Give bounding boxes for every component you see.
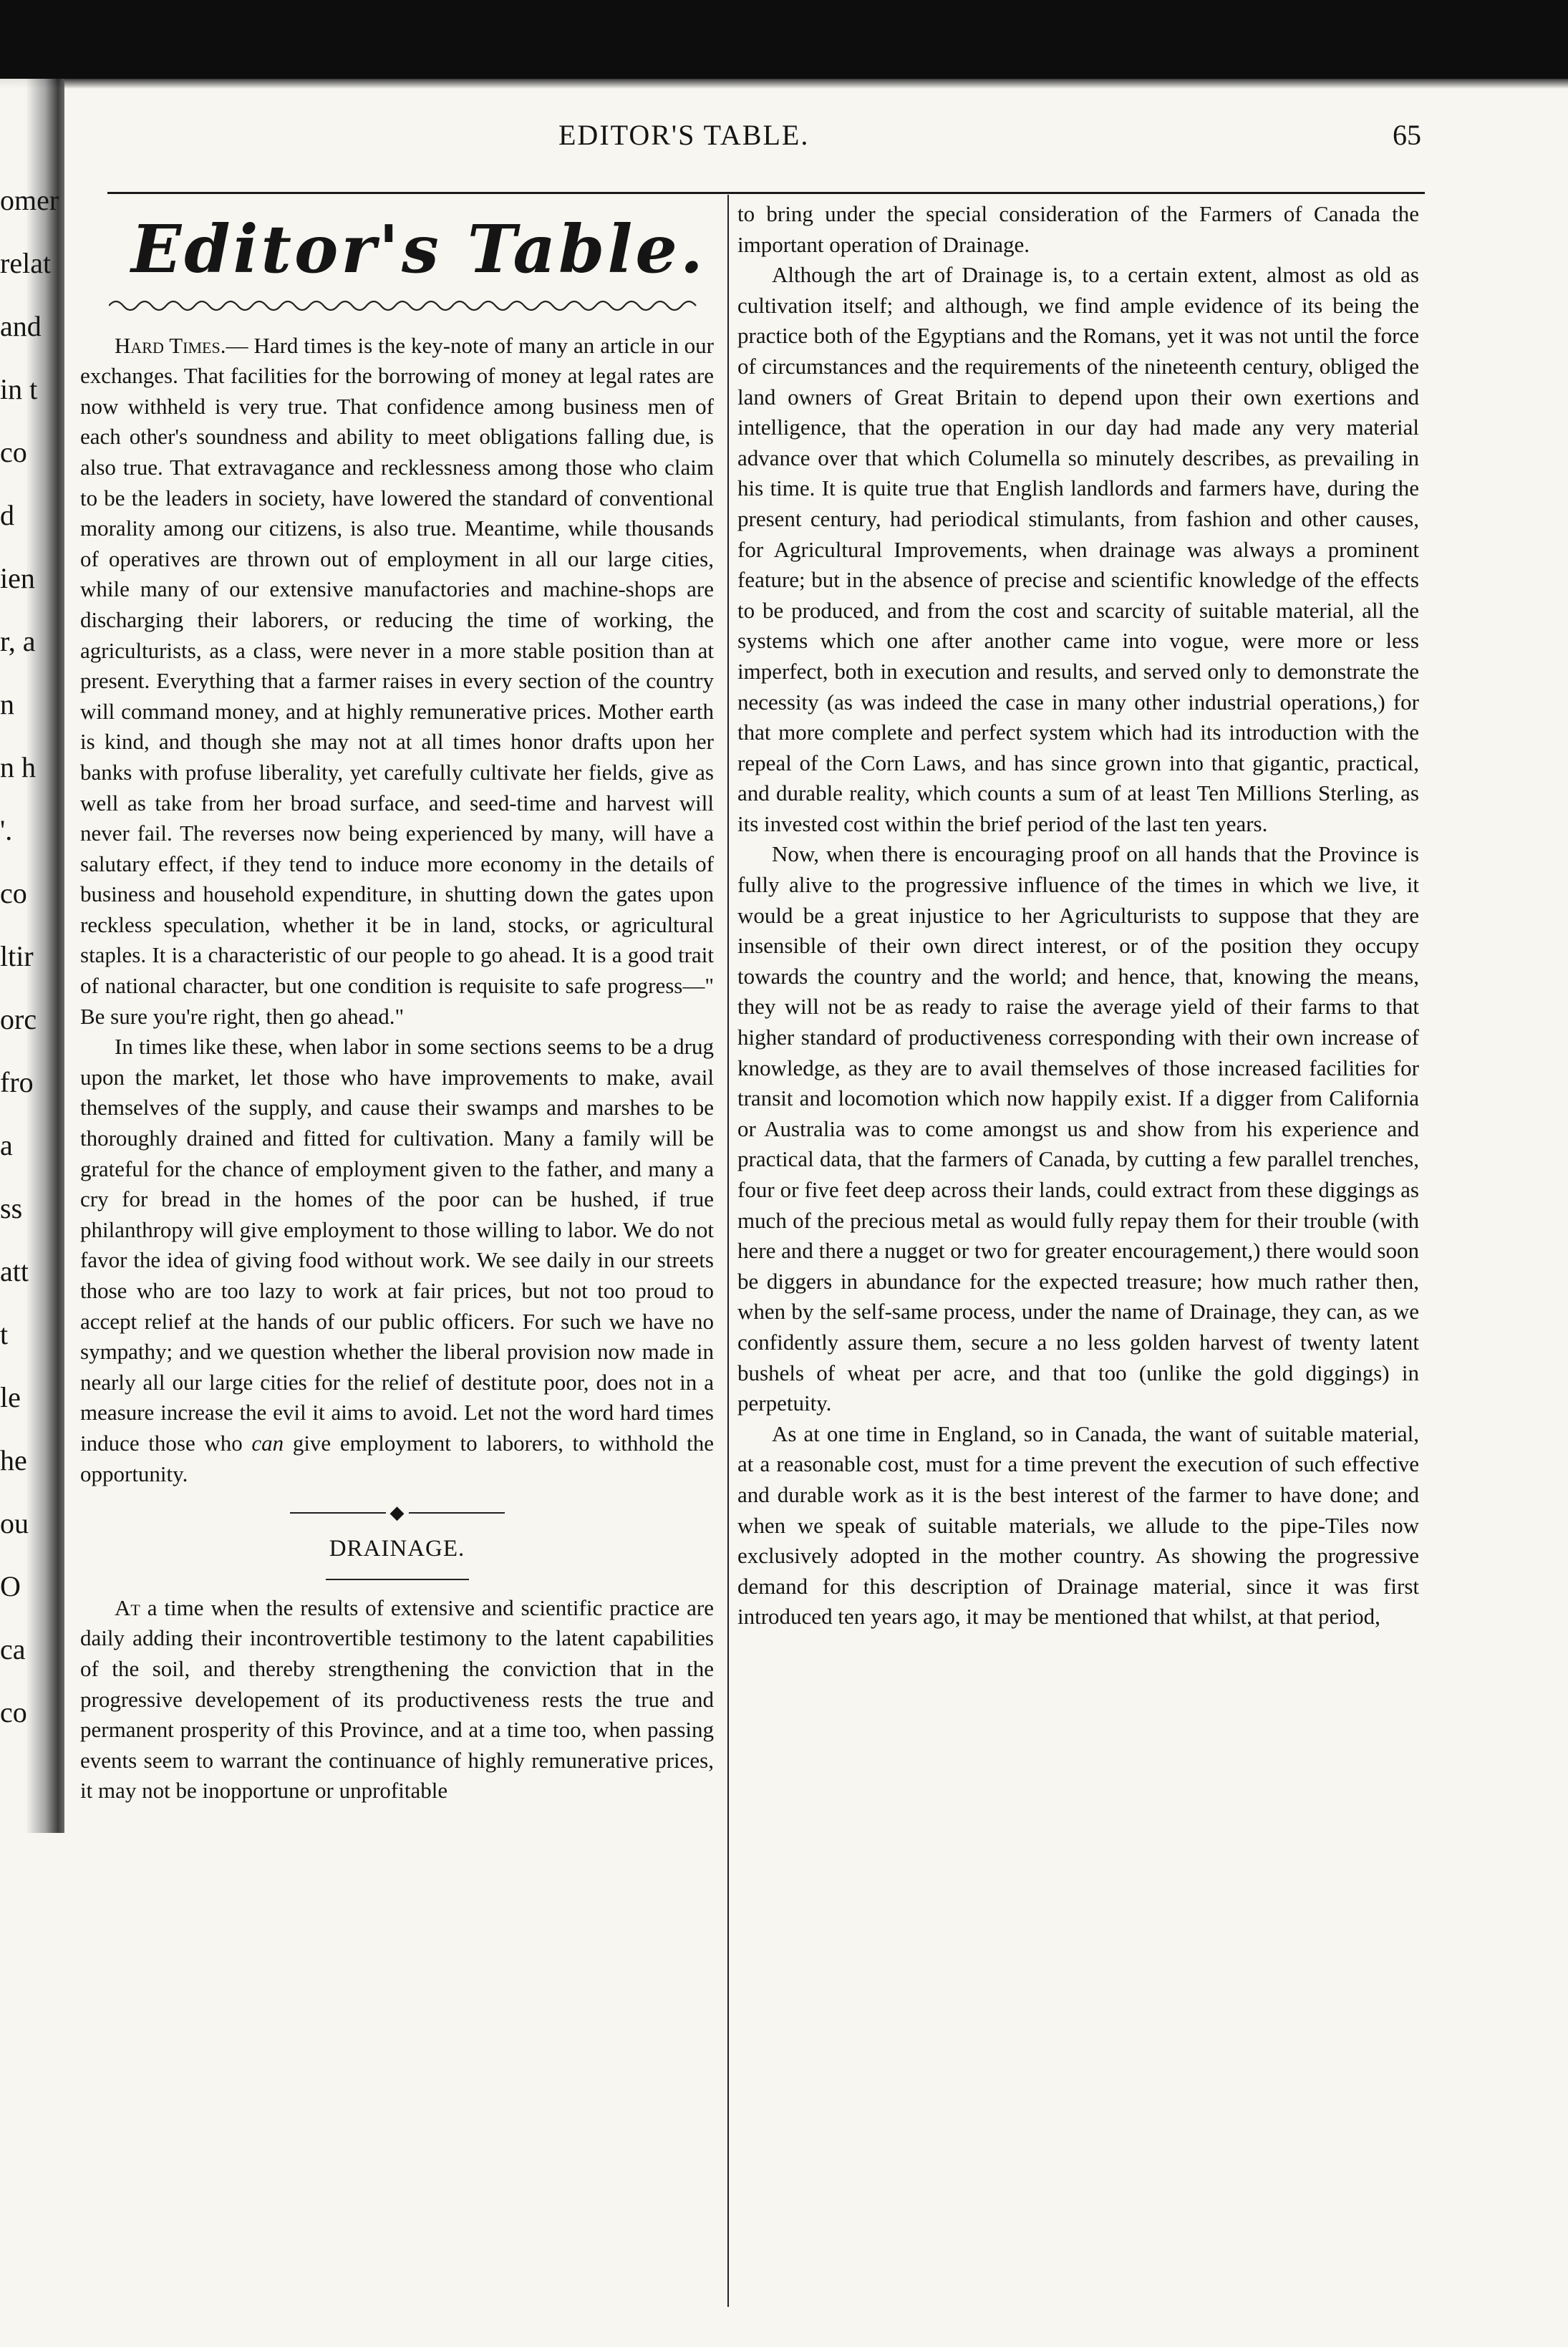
gutter-fragment: d [0, 501, 14, 530]
column-divider [727, 195, 729, 2307]
gutter-fragment: n [0, 690, 14, 719]
gutter-fragment: ss [0, 1194, 23, 1223]
gutter-fragment: relat [0, 249, 52, 278]
running-head [0, 118, 1568, 161]
gutter-fragment: att [0, 1257, 29, 1286]
gutter-fragment: ien [0, 564, 35, 593]
hard-times-emphasis: can [251, 1430, 284, 1456]
hard-times-paragraph-2 [80, 1032, 714, 1489]
gutter-fragment: t [0, 1320, 9, 1349]
gutter-fragment: ou [0, 1509, 29, 1538]
gutter-fragment: r, a [0, 627, 36, 656]
masthead: Editor's Table. [131, 210, 706, 288]
hard-times-text-1: — Hard times is the key-note of many an article in our exchanges. That facilities for the borrowing of money at legal rates are now withheld is very true. That confidence among business men of each other's soundness and ability to meet obligations falling due, is also true. That extravagance and recklessness among those who claim to be the leaders in society, have lowered the standard of conventional morality among our citizens, is also true. Meantime, while thousands of operatives are thrown out of employment in all our large cities, while many of our extensive manufactories and machine-shops are discharging their laborers, or reducing the time of working, the agriculturists, as a class, were never in a more stable position than at present. Everything that a farmer raises in every section of the country will command money, and at highly remunerative prices. Mother earth is kind, and though she may not at all times honor drafts upon her banks with profuse liberality, yet carefully cultivate her fields, give as well as take from her broad surface, and seed-time and harvest will never fail. The reverses now being experienced by many, will have a salutary effect, if they tend to induce more economy in the details of business and household expenditure, in shutting down the gates upon reckless speculation, whether it be in land, stocks, or agricultural staples. It is a characteristic of our people to go ahead. It is a good trait of national character, but one condition is requisite to safe progress—" Be sure you're right, then go ahead." [80, 332, 714, 1029]
hard-times-paragraph-1 [80, 331, 714, 1032]
drainage-paragraph-4: As at one time in England, so in Canada, the want of suitable material, at a reasonable cost, must for a time prevent the execution of such effective and durable work as it is the best interest of the farmer to have done; and when we speak of suitable materials, we allude to the pipe-Tiles now exclusively adopted in the mother country. As showing the progressive demand for this description of Drainage material, since it was first introduced ten years ago, it may be mentioned that whilst, at that period, [737, 1421, 1419, 1630]
drainage-paragraph-continued: to bring under the special consideration of the Farmers of Canada the important operation of Drainage. [737, 201, 1419, 257]
wavy-line [109, 301, 696, 310]
gutter-fragment: orc [0, 1005, 37, 1034]
gutter-fragment: omer [0, 186, 59, 215]
right-column [737, 199, 1419, 1632]
running-head-title: EDITOR'S TABLE. [558, 119, 810, 151]
header-rule [107, 192, 1425, 194]
wavy-ornament-rule [109, 296, 703, 315]
gutter-fragment: in t [0, 375, 38, 404]
gutter-fragment: n h [0, 753, 36, 782]
hard-times-text-2: In times like these, when labor in some sections seems to be a drug upon the market, let those who have improvements to make, avail themselves of the supply, and cause their swamps and marshes to be thoroughly drained and fitted for cultivation. Many a family will be grateful for the chance of employment given to the father, and many a cry for bread in the homes of the poor can be hushed, if true philanthropy will give employment to those willing to labor. We do not favor the idea of giving food without work. We see daily in our streets those who are too lazy to work at fair prices, but not too proud to accept relief at the hands of our public officers. For such we have no sympathy; and we question whether the liberal provision now made in nearly all our large cities for the relief of destitute poor, does not in a measure increase the evil it aims to avoid. Let not the word hard times induce those who [80, 1034, 714, 1456]
gutter-fragment: co [0, 1698, 27, 1727]
left-column [80, 199, 714, 1806]
drainage-text-1: a time when the results of extensive and scientific practice are daily adding their incontrovertible testimony to the latent capabilities of the soil, and thereby strengthening the conviction that in the progressive developement of its productiveness rests the true and permanent prosperity of this Province, and at a time too, when passing events seem to warrant the continuance of highly remunerative prices, it may not be inopportune or unprofitable [80, 1594, 714, 1804]
scan-edge-fade [0, 79, 1568, 89]
drainage-paragraph-2: Although the art of Drainage is, to a certain extent, almost as old as cultivation itself; and although, we find ample evidence of its being the practice both of the Egyptians and the Romans, yet it was not until the force of circumstances and the requirements of the nineteenth century, obliged the land owners of Great Britain to depend upon their own exertions and intelligence, that the operation in our day had made any very material advance over that which Columella so minutely describes, as prevailing in his time. It is quite true that English landlords and farmers have, during the present century, had periodical stimulants, from fashion and other causes, for Agricultural Improvements, when drainage was always a prominent feature; but in the absence of precise and scientific knowledge of the effects to be produced, and from the cost and scarcity of suitable material, all the systems which one after another came into vogue, were more or less imperfect, both in execution and results, and served only to demonstrate the necessity (as was indeed the case in many other industrial operations,) for that more complete and perfect system which had its introduction with the repeal of the Corn Laws, and has since grown into that gigantic, practical, and durable reality, which counts a sum of at least Ten Millions Sterling, as its invested cost within the brief period of the last ten years. [737, 262, 1419, 836]
page-number: 65 [1393, 119, 1421, 151]
gutter-fragment: O [0, 1572, 21, 1601]
hard-times-text-2-end: give employment to laborers, to withhold the opportunity. [80, 1430, 714, 1486]
drainage-heading: DRAINAGE. [329, 1536, 465, 1562]
gutter-fragment: fro [0, 1068, 34, 1097]
gutter-fragment: co [0, 438, 27, 467]
scan-dark-edge [0, 0, 1568, 79]
gutter-fragment: and [0, 312, 42, 341]
drainage-lead: At [115, 1594, 140, 1620]
gutter-fragment: le [0, 1383, 21, 1412]
drainage-paragraph-3: Now, when there is encouraging proof on all hands that the Province is fully alive to the progressive influence of the times in which we live, it would be a great injustice to her Agriculturists to suppose that they are insensible of their own direct interest, or of the position they occupy towards the country and the world; and hence, that, knowing the means, they will not be as ready to raise the average yield of their farms to that higher standard of productiveness corresponding with their own increase of knowledge, as they are to avail themselves of those increased facilities for transit and locomotion which now happily exist. If a digger from California or Australia was to come amongst us and show from his experience and practical data, that the farmers of Canada, by cutting a few parallel trenches, four or five feet deep across their lands, could extract from these diggings as much of the precious metal as would fully repay them for their trouble (with here and there a nugget or two for greater encouragement,) there would soon be diggers in abundance for the expected treasure; how much rather then, when by the self-same process, under the name of Drainage, they can, as we confidently assure them, secure a no less golden harvest of twenty latent bushels of wheat per acre, and that too (unlike the gold diggings) in perpetuity. [737, 841, 1419, 1416]
gutter-fragment: '. [0, 816, 13, 845]
ornament-diamond-icon: ◆ [386, 1502, 409, 1524]
hard-times-lead: Hard Times. [115, 332, 226, 358]
heading-rule [326, 1579, 469, 1580]
gutter-fragment: co [0, 879, 27, 908]
gutter-fragment: a [0, 1131, 13, 1160]
drainage-paragraph-1 [80, 1593, 714, 1806]
gutter-fragment: ca [0, 1635, 26, 1664]
gutter-fragment: he [0, 1446, 27, 1475]
ornament-divider [290, 1502, 505, 1524]
gutter-fragment: ltir [0, 942, 34, 971]
